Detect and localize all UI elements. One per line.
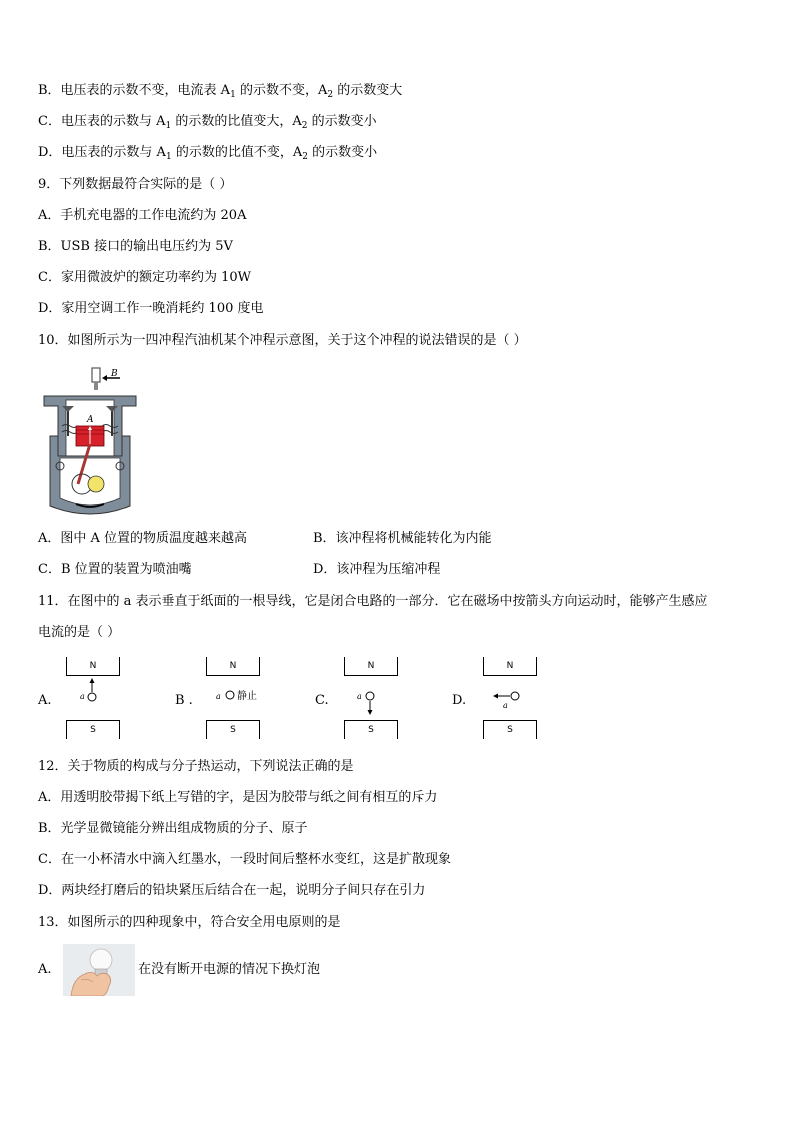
q12-stem: 12．关于物质的构成与分子热运动，下列说法正确的是 — [38, 759, 354, 774]
q8-option-d: D．电压表的示数与 $A_1$ 的示数的比值不变，$A_2$ 的示数变小 — [38, 145, 378, 162]
south-pole: S — [344, 720, 398, 739]
q8-option-b: B．电压表的示数不变，电流表 $A_1$ 的示数不变，$A_2$ 的示数变大 — [38, 83, 403, 100]
label-b: B — [111, 369, 118, 379]
q12-option-d: D．两块经打磨后的铅块紧压后结合在一起，说明分子间只存在引力 — [38, 883, 426, 898]
q10-option-c: C．B 位置的装置为喷油嘴 — [38, 562, 192, 577]
q11-option-a-label: A. — [38, 693, 52, 708]
q12-option-c: C．在一小杯清水中滴入红墨水，一段时间后整杯水变红，这是扩散现象 — [38, 852, 451, 867]
q9-option-a: A．手机充电器的工作电流约为 20A — [38, 208, 247, 223]
wire-label: a — [216, 692, 221, 701]
q13-option-a-text: 在没有断开电源的情况下换灯泡 — [138, 962, 321, 977]
q9-option-b: B．USB 接口的输出电压约为 5V — [38, 239, 233, 254]
wire-label: a — [503, 701, 508, 710]
north-pole: N — [66, 657, 120, 676]
wire-label: a — [80, 692, 85, 701]
north-pole: N — [206, 657, 260, 676]
q11-option-c-label: C. — [315, 693, 329, 708]
q10-stem: 10．如图所示为一四冲程汽油机某个冲程示意图，关于这个冲程的说法错误的是（ ） — [38, 333, 527, 348]
q10-option-d: D．该冲程为压缩冲程 — [313, 562, 441, 577]
q11-stem-line1: 11．在图中的 a 表示垂直于纸面的一根导线，它是闭合电路的一部分．它在磁场中按箭头方向运动时，能够产生感应 — [38, 594, 708, 609]
q11-option-b-label: B . — [175, 693, 193, 708]
north-pole: N — [344, 657, 398, 676]
south-pole: S — [483, 720, 537, 739]
q11-option-d-label: D. — [452, 693, 467, 708]
wire-down-arrow-icon — [364, 690, 378, 716]
hand-bulb-icon — [63, 944, 135, 996]
q10-option-a: A．图中 A 位置的物质温度越来越高 — [38, 531, 248, 546]
q12-option-b: B．光学显微镜能分辨出组成物质的分子、原子 — [38, 821, 308, 836]
wire-icon — [224, 689, 236, 701]
wire-label: a — [357, 692, 362, 701]
q8-option-c: C．电压表的示数与 $A_1$ 的示数的比值变大，$A_2$ 的示数变小 — [38, 114, 377, 131]
engine-diagram — [40, 366, 140, 518]
wire-up-arrow-icon — [86, 677, 100, 703]
q12-option-a: A．用透明胶带揭下纸上写错的字，是因为胶带与纸之间有相互的斥力 — [38, 790, 438, 805]
static-note: 静止 — [237, 691, 257, 702]
south-pole: S — [206, 720, 260, 739]
q13-option-a-label: A. — [38, 962, 52, 977]
q9-option-c: C．家用微波炉的额定功率约为 10W — [38, 270, 251, 285]
q9-stem: 9．下列数据最符合实际的是（ ） — [38, 177, 233, 192]
north-pole: N — [483, 657, 537, 676]
south-pole: S — [66, 720, 120, 739]
label-a: A — [87, 415, 94, 425]
q11-stem-line2: 电流的是（ ） — [38, 625, 121, 640]
q13-stem: 13．如图所示的四种现象中，符合安全用电原则的是 — [38, 915, 341, 930]
q9-option-d: D．家用空调工作一晚消耗约 100 度电 — [38, 301, 264, 316]
q10-option-b: B．该冲程将机械能转化为内能 — [313, 531, 492, 546]
